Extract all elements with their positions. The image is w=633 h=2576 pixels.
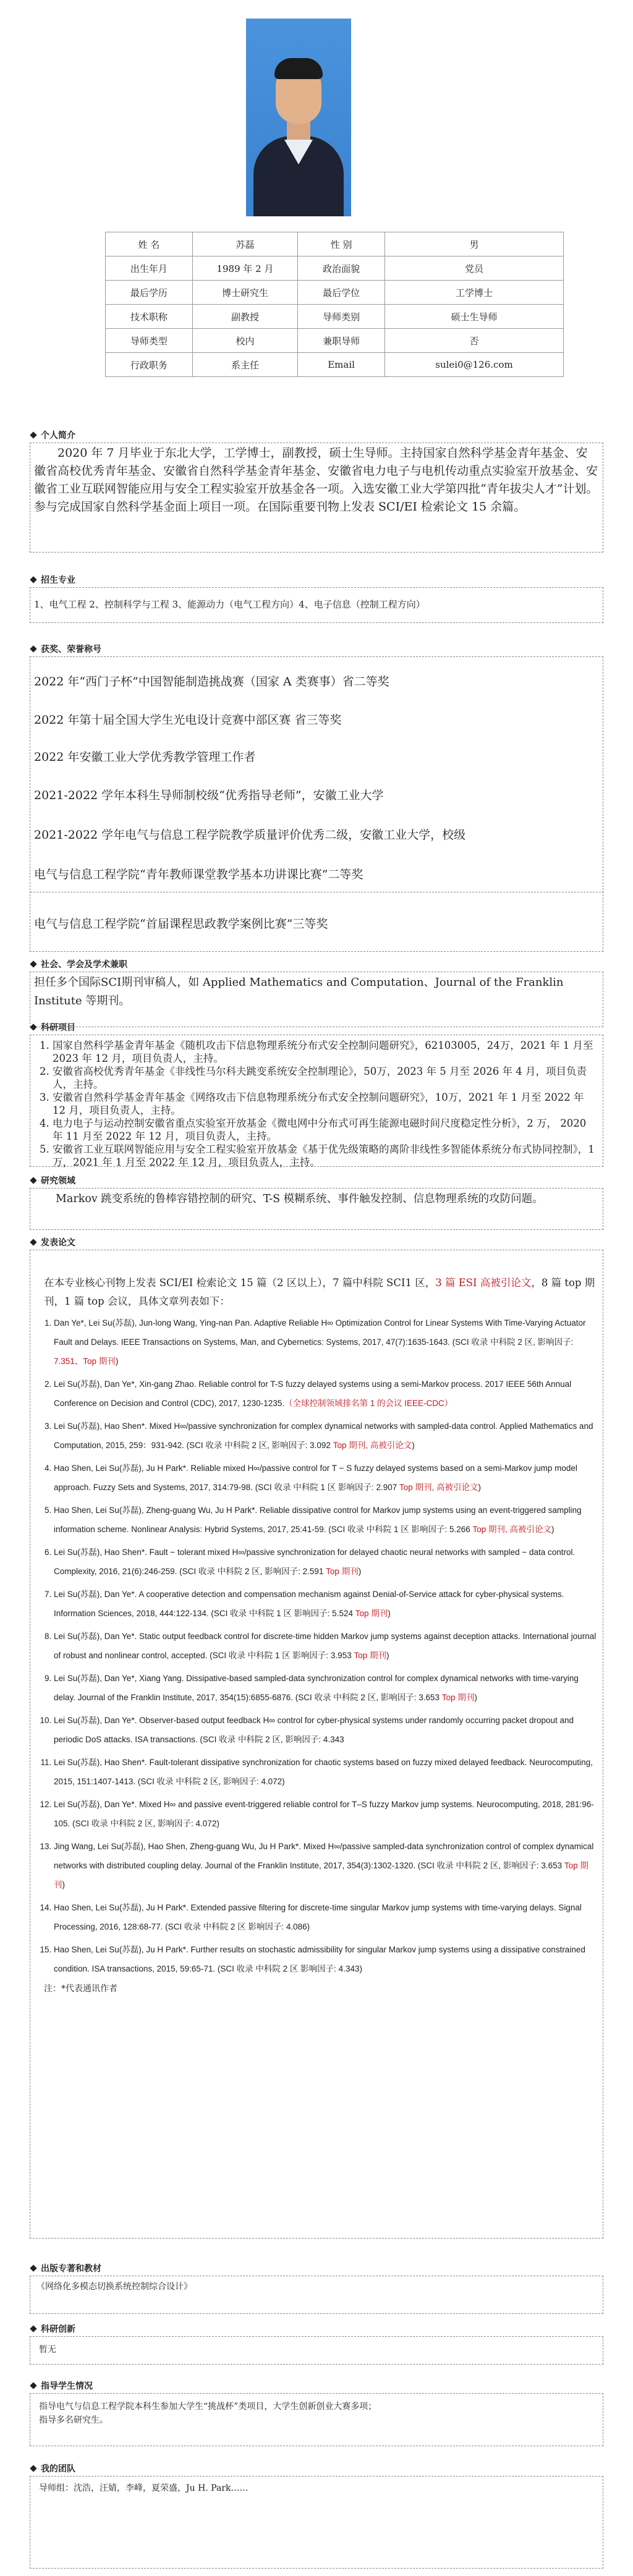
paper-item: 8. Lei Su(苏磊), Dan Ye*. Static output feedback control for discrete-time hidden Markov jump systems against deception attacks. International journal of robust and nonlinear control, accepted. (SCI 收录 中科院 1 区 影响因子: 3.953 Top 期刊) xyxy=(54,1627,599,1665)
paper-item: 14. Hao Shen, Lei Su(苏磊), Ju H Park*. Extended passive filtering for discrete-time singular Markov jump systems with time-varying delays. Signal Processing, 2016, 128:68-77. (SCI 收录 中科院 2 区 影响因子: 4.086) xyxy=(54,1898,599,1936)
info-label: 兼职导师 xyxy=(298,329,385,353)
paper-item: 3. Lei Su(苏磊), Hao Shen*. Mixed H∞/passive synchronization for complex dynamical networks with sampled-data control. Applied Mathematics and Computation, 2015, 259：931-942. (SCI 收录 中科院 2 区, 影响因子: 3.092 Top 期刊, 高被引论文) xyxy=(54,1417,599,1455)
info-row xyxy=(106,353,564,377)
section-title: 发表论文 xyxy=(30,1236,75,1248)
diamond-bullet-icon xyxy=(30,431,36,438)
diamond-bullet-icon xyxy=(30,960,36,967)
papers-intro: 在本专业核心刊物上发表 SCI/EI 检索论文 15 篇（2 区以上），7 篇中科院 SCI1 区，3 篇 ESI 高被引论文，8 篇 top 期刊，1 篇 top 会议，具体文章列表如下： xyxy=(44,1277,595,1307)
paper-item: 1. Dan Ye*, Lei Su(苏磊), Jun-long Wang, Ying-nan Pan. Adaptive Reliable H∞ Optimization Control for Linear Systems With Time-Varying Actuator Fault and Delays. IEEE Transactions on Systems, Man, and Cybernetics: Systems, 2017, 47(7):1635-1643. (SCI 收录 中科院 2 区, 影响因子: 7.351、Top 期刊) xyxy=(54,1313,599,1371)
research-box xyxy=(30,1188,603,1230)
innovation-text: 暂无 xyxy=(39,2345,56,2355)
project-item: 5. 安徽省工业互联网智能应用与安全工程实验室开放基金《基于优先级策略的离阶非线性多智能体系统分布式协同控制》，1 万，2021 年 1 月至 2022 年 12 月，项目负责人，主持。 xyxy=(53,1143,598,1169)
section-title: 指导学生情况 xyxy=(30,2379,93,2392)
diamond-bullet-icon xyxy=(30,1239,36,1245)
majors-box xyxy=(30,587,603,623)
section-title: 获奖、荣誉称号 xyxy=(30,643,101,655)
diamond-bullet-icon xyxy=(30,1023,36,1030)
info-label: 行政职务 xyxy=(106,353,193,377)
paper-item: 4. Hao Shen, Lei Su(苏磊), Ju H Park*. Reliable mixed H∞/passive control for T − S fuzzy delayed systems based on a semi-Markov jump model approach. Fuzzy Sets and Systems, 2017, 314:79-98. (SCI 收录 中科院 1 区 影响因子: 2.907 Top 期刊, 高被引论文) xyxy=(54,1459,599,1497)
society-text: 担任多个国际SCI期刊审稿人，如 Applied Mathematics and Computation、Journal of the Franklin Institute 等期刊。 xyxy=(34,976,564,1007)
info-label: 政治面貌 xyxy=(298,256,385,281)
info-value: 党员 xyxy=(384,256,563,281)
info-value: 系主任 xyxy=(192,353,297,377)
paper-item: 7. Lei Su(苏磊), Dan Ye*. A cooperative detection and compensation mechanism against Denial-of-Service attack for cyber-physical systems. Information Sciences, 2018, 444:122-134. (SCI 收录 中科院 1 区 影响因子: 5.524 Top 期刊) xyxy=(54,1585,599,1623)
info-label: 出生年月 xyxy=(106,256,193,281)
section-title: 科研项目 xyxy=(30,1021,75,1033)
diamond-bullet-icon xyxy=(30,2465,36,2472)
diamond-bullet-icon xyxy=(30,1177,36,1184)
society-box xyxy=(30,972,603,1027)
section-title: 我的团队 xyxy=(30,2462,75,2475)
profile-info-table xyxy=(105,232,564,377)
paper-item: 13. Jing Wang, Lei Su(苏磊), Hao Shen, Zheng-guang Wu, Ju H Park*. Mixed H∞/passive sampled-data synchronization control of complex dynamical networks with distributed coupling delay. Journal of the Franklin Institute, 2017, 354(3):1302-1320. (SCI 收录 中科院 2 区, 影响因子: 3.653 Top 期刊) xyxy=(54,1837,599,1894)
paper-item: 5. Hao Shen, Lei Su(苏磊), Zheng-guang Wu, Ju H Park*. Reliable dissipative control for Markov jump systems using an event-triggered sampling information scheme. Nonlinear Analysis: Hybrid Systems, 2017, 25:41-59. (SCI 收录 中科院 1 区 影响因子: 5.266 Top 期刊, 高被引论文) xyxy=(54,1501,599,1539)
team-text: 导师组：沈浩，汪婧，李峰，夏荣盛，Ju H. Park…… xyxy=(39,2483,249,2493)
info-value: sulei0@126.com xyxy=(384,353,563,377)
projects-list xyxy=(30,1035,603,1172)
majors-text: 1、电气工程 2、控制科学与工程 3、能源动力（电气工程方向）4、电子信息（控制工程方向） xyxy=(34,599,425,610)
honor-item: 2021-2022 学年电气与信息工程学院教学质量评价优秀二级，安徽工业大学，校级 xyxy=(34,828,466,842)
books-box xyxy=(30,2276,603,2314)
project-item: 3. 安徽省自然科学基金青年基金《网络攻击下信息物理系统分布式安全控制问题研究》，10万，2021 年 1 月至 2022 年 12 月，项目负责人，主持。 xyxy=(53,1091,598,1117)
section-title: 科研创新 xyxy=(30,2323,75,2335)
info-label: Email xyxy=(298,353,385,377)
info-label: 最后学历 xyxy=(106,281,193,305)
students-line: 指导电气与信息工程学院本科生参加大学生“挑战杯”类项目，大学生创新创业大赛多项； xyxy=(39,2402,377,2412)
section-title: 招生专业 xyxy=(30,574,75,586)
honor-item: 电气与信息工程学院“首届课程思政教学案例比赛”三等奖 xyxy=(34,917,328,931)
info-value: 校内 xyxy=(192,329,297,353)
intro-box xyxy=(30,443,603,553)
honor-item: 2022 年安徽工业大学优秀教学管理工作者 xyxy=(34,750,256,764)
paper-item: 12. Lei Su(苏磊), Dan Ye*. Mixed H∞ and passive event-triggered reliable control for T–S fuzzy Markov jump systems. Neurocomputing, 2018, 281:96-105. (SCI 收录 中科院 2 区, 影响因子: 4.072) xyxy=(54,1795,599,1833)
diamond-bullet-icon xyxy=(30,2265,36,2271)
research-text: Markov 跳变系统的鲁棒容错控制的研究、T-S 模糊系统、事件触发控制、信息物理系统的攻防问题。 xyxy=(56,1193,543,1205)
info-value: 副教授 xyxy=(192,305,297,329)
projects-box xyxy=(30,1035,603,1167)
students-box xyxy=(30,2393,603,2446)
honors-box xyxy=(30,656,603,952)
project-item: 1. 国家自然科学基金青年基金《随机攻击下信息物理系统分布式安全控制问题研究》，62103005，24万，2021 年 1 月至 2023 年 12 月，项目负责人，主持。 xyxy=(53,1039,598,1065)
paper-item: 2. Lei Su(苏磊), Dan Ye*, Xin-gang Zhao. Reliable control for T-S fuzzy delayed systems using a semi-Markov process. 2017 IEEE 56th Annual Conference on Decision and Control (CDC), 2017, 1230-1235.（全球控制领域排名第 1 的会议 IEEE-CDC） xyxy=(54,1375,599,1413)
diamond-bullet-icon xyxy=(30,2382,36,2389)
books-text: 《网络化多模态切换系统控制综合设计》 xyxy=(36,2282,192,2292)
info-label: 导师类型 xyxy=(106,329,193,353)
honor-item: 2022 年第十届全国大学生光电设计竞赛中部区赛 省三等奖 xyxy=(34,713,342,727)
papers-box xyxy=(30,1250,603,2239)
honor-item: 2021-2022 学年本科生导师制校级“优秀指导老师”，安徽工业大学 xyxy=(34,789,384,802)
info-label: 技术职称 xyxy=(106,305,193,329)
papers-footnote: 注：*代表通讯作者 xyxy=(44,1984,117,1994)
info-row xyxy=(106,256,564,281)
info-row xyxy=(106,281,564,305)
paper-item: 9. Lei Su(苏磊), Dan Ye*, Xiang Yang. Dissipative-based sampled-data synchronization control for complex dynamical networks with time-varying delay. Journal of the Franklin Institute, 2017, 354(15):6855-6876. (SCI 收录 中科院 2 区, 影响因子: 3.653 Top 期刊) xyxy=(54,1669,599,1707)
honor-item: 电气与信息工程学院“青年教师课堂教学基本功讲课比赛”二等奖 xyxy=(34,868,363,881)
info-label: 姓 名 xyxy=(106,232,193,256)
info-row xyxy=(106,232,564,256)
info-value: 硕士生导师 xyxy=(384,305,563,329)
info-value: 博士研究生 xyxy=(192,281,297,305)
info-row xyxy=(106,329,564,353)
info-value: 男 xyxy=(384,232,563,256)
portrait-photo xyxy=(246,19,351,216)
diamond-bullet-icon xyxy=(30,576,36,583)
students-line: 指导多名研究生。 xyxy=(39,2415,108,2425)
info-value: 否 xyxy=(384,329,563,353)
section-title: 个人简介 xyxy=(30,429,75,441)
paper-item: 11. Lei Su(苏磊), Hao Shen*. Fault-tolerant dissipative synchronization for chaotic systems based on fuzzy mixed delayed feedback. Neurocomputing, 2015, 151:1407-1413. (SCI 收录 中科院 2 区, 影响因子: 4.072) xyxy=(54,1753,599,1791)
innovation-box xyxy=(30,2336,603,2365)
section-title: 社会、学会及学术兼职 xyxy=(30,958,127,970)
paper-item: 15. Hao Shen, Lei Su(苏磊), Ju H Park*. Further results on stochastic admissibility for singular Markov jump systems using a dissipative constrained condition. ISA transactions, 2015, 59:65-71. (SCI 收录 中科院 2 区 影响因子: 4.343) xyxy=(54,1940,599,1978)
project-item: 2. 安徽省高校优秀青年基金《非线性马尔科夫跳变系统安全控制理论》，50万，2023 年 5 月至 2026 年 4 月，项目负责人，主持。 xyxy=(53,1065,598,1091)
section-title: 研究领域 xyxy=(30,1174,75,1187)
info-label: 性 别 xyxy=(298,232,385,256)
info-label: 导师类别 xyxy=(298,305,385,329)
info-row xyxy=(106,305,564,329)
section-title: 出版专著和教材 xyxy=(30,2262,101,2274)
diamond-bullet-icon xyxy=(30,2325,36,2332)
intro-text: 2020 年 7 月毕业于东北大学，工学博士，副教授，硕士生导师。主持国家自然科学基金青年基金、安徽省高校优秀青年基金、安徽省自然科学基金青年基金、安徽省电力电子与电机传动重点实验室开放基金、安徽省工业互联网智能应用与安全工程实验室开放基金各一项。入选安徽工业大学第四批“青年拔尖人才”计划。参与完成国家自然科学基金面上项目一项。在国际重要刊物上发表 SCI/EI 检索论文 15 余篇。 xyxy=(34,446,598,514)
paper-item: 6. Lei Su(苏磊), Hao Shen*. Fault − tolerant mixed H∞/passive synchronization for delayed chaotic neural networks with sampled − data control. Complexity, 2016, 21(6):246-259. (SCI 收录 中科院 2 区, 影响因子: 2.591 Top 期刊) xyxy=(54,1543,599,1581)
paper-item: 10. Lei Su(苏磊), Dan Ye*. Observer-based output feedback H∞ control for cyber-physical systems under randomly occurring packet dropout and periodic DoS attacks. ISA transactions. (SCI 收录 中科院 2 区, 影响因子: 4.343 xyxy=(54,1711,599,1749)
info-label: 最后学位 xyxy=(298,281,385,305)
papers-list xyxy=(30,1313,603,1978)
diamond-bullet-icon xyxy=(30,645,36,652)
info-value: 1989 年 2 月 xyxy=(192,256,297,281)
info-value: 工学博士 xyxy=(384,281,563,305)
honor-item: 2022 年“西门子杯”中国智能制造挑战赛（国家 A 类赛事）省二等奖 xyxy=(34,675,389,688)
info-value: 苏磊 xyxy=(192,232,297,256)
team-box xyxy=(30,2476,603,2569)
project-item: 4. 电力电子与运动控制安徽省重点实验室开放基金《微电网中分布式可再生能源电磁时间尺度稳定性分析》，2 万， 2020 年 11 月至 2022 年 12 月，项目负责人，主持。 xyxy=(53,1117,598,1143)
